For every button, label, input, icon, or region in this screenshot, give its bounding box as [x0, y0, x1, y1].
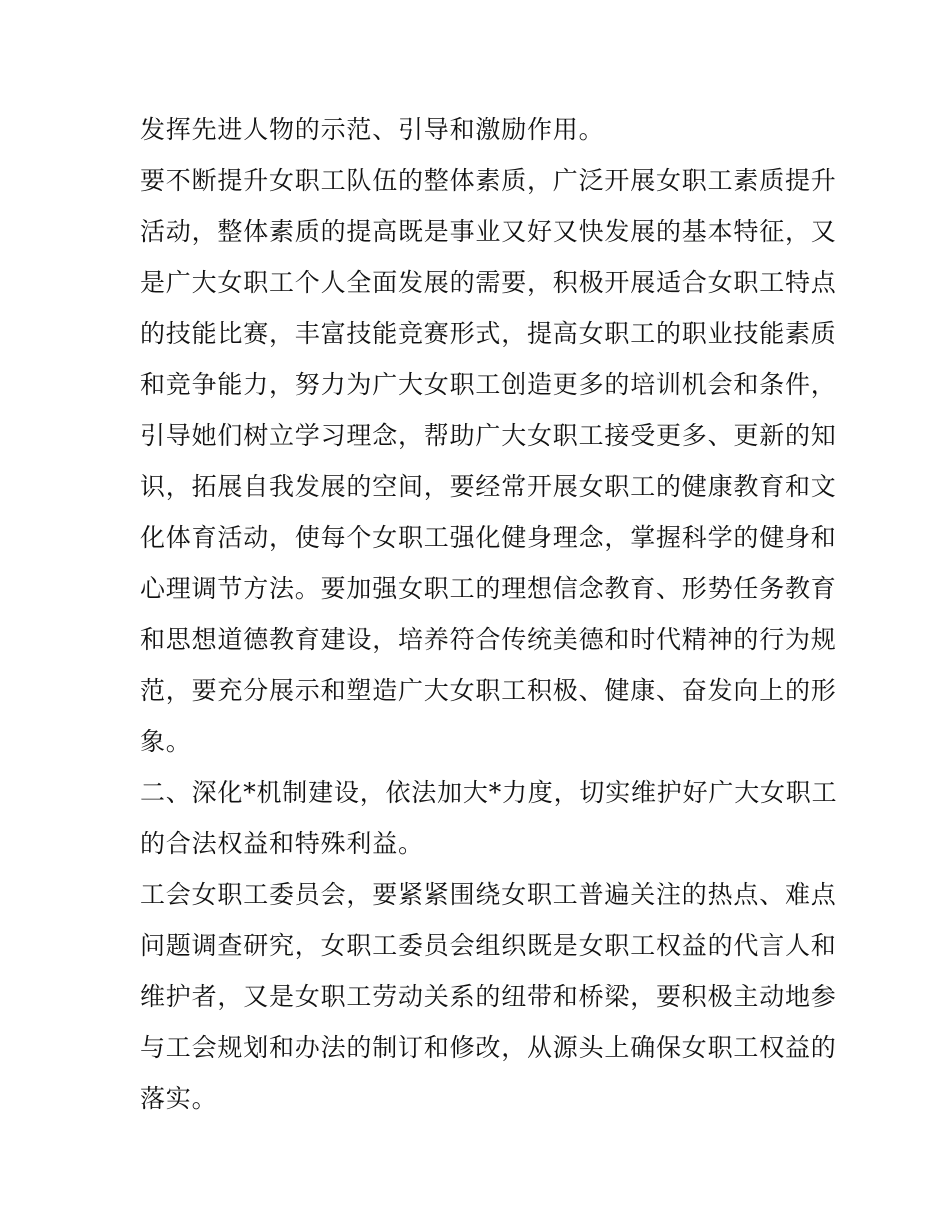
text-line: 范，要充分展示和塑造广大女职工积极、健康、奋发向上的形: [140, 676, 837, 705]
text-line: 与工会规划和办法的制订和修改，从源头上确保女职工权益的: [140, 1033, 837, 1062]
text-line: 引导她们树立学习理念，帮助广大女职工接受更多、更新的知: [140, 421, 837, 450]
text-line: 落实。: [140, 1084, 218, 1113]
document-body-text: [140, 104, 838, 1124]
text-line: 是广大女职工个人全面发展的需要，积极开展适合女职工特点: [140, 268, 837, 297]
text-line: 象。: [140, 727, 192, 756]
section-heading-line: 的合法权益和特殊利益。: [140, 829, 424, 858]
text-line: 和竞争能力，努力为广大女职工创造更多的培训机会和条件，: [140, 370, 837, 399]
text-line: 活动，整体素质的提高既是事业又好又快发展的基本特征，又: [140, 217, 837, 246]
section-heading-line: 二、深化*机制建设，依法加大*力度，切实维护好广大女职工: [140, 778, 838, 807]
text-line: 问题调查研究，女职工委员会组织既是女职工权益的代言人和: [140, 931, 837, 960]
text-line: 工会女职工委员会，要紧紧围绕女职工普遍关注的热点、难点: [140, 880, 837, 909]
text-line: 识，拓展自我发展的空间，要经常开展女职工的健康教育和文: [140, 472, 837, 501]
text-line: 发挥先进人物的示范、引导和激励作用。: [140, 115, 605, 144]
text-line: 维护者，又是女职工劳动关系的纽带和桥梁，要积极主动地参: [140, 982, 837, 1011]
text-line: 和思想道德教育建设，培养符合传统美德和时代精神的行为规: [140, 625, 837, 654]
text-line: 要不断提升女职工队伍的整体素质，广泛开展女职工素质提升: [140, 166, 837, 195]
text-line: 的技能比赛，丰富技能竞赛形式，提高女职工的职业技能素质: [140, 319, 837, 348]
text-line: 心理调节方法。要加强女职工的理想信念教育、形势任务教育: [140, 574, 837, 603]
text-line: 化体育活动，使每个女职工强化健身理念，掌握科学的健身和: [140, 523, 837, 552]
